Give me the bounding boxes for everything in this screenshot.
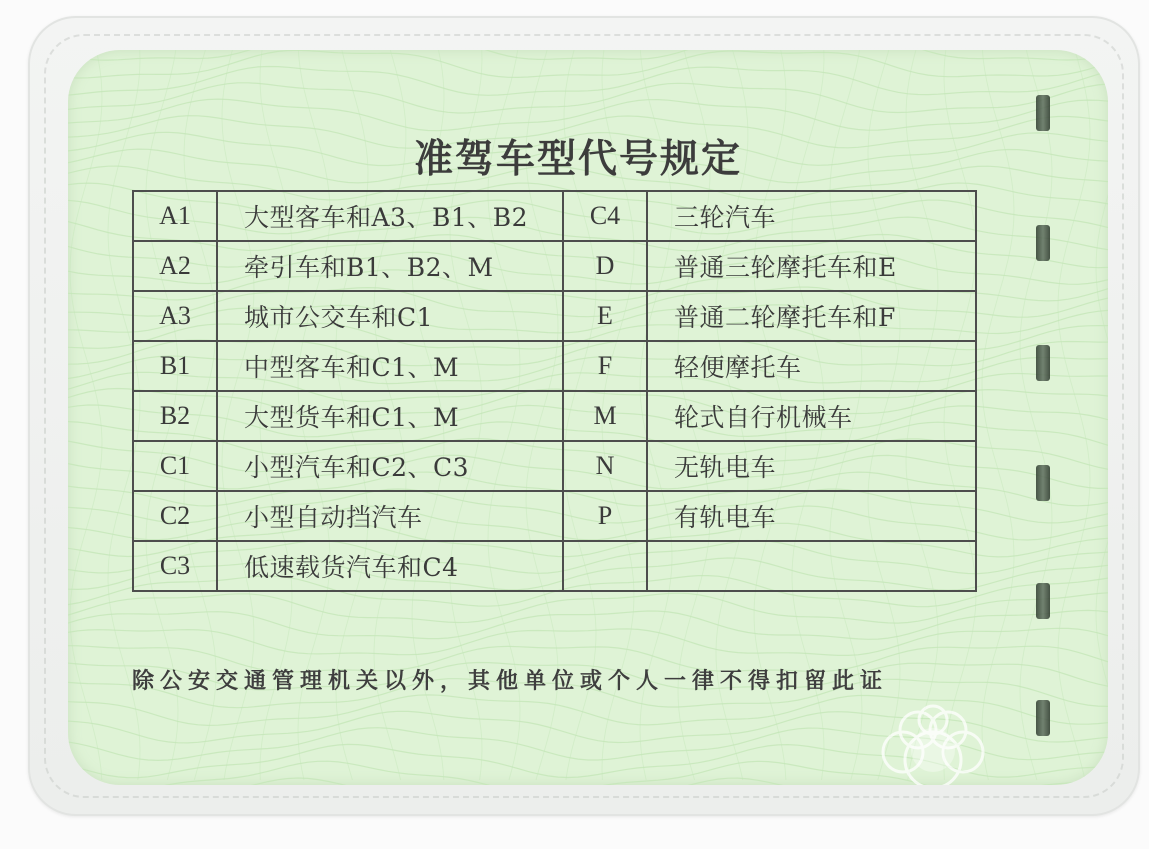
class-description: 有轨电车: [647, 491, 976, 541]
class-code: F: [563, 341, 647, 391]
class-description: 普通三轮摩托车和E: [647, 241, 976, 291]
class-description: 城市公交车和C1: [217, 291, 563, 341]
class-description: 中型客车和C1、M: [217, 341, 563, 391]
class-code: E: [563, 291, 647, 341]
guilloche-line: [68, 628, 1108, 655]
security-strip-mark: [1036, 225, 1050, 261]
class-description: 低速载货汽车和C4: [217, 541, 563, 591]
class-code: A1: [133, 191, 217, 241]
guilloche-line: [68, 50, 1108, 60]
class-code: C4: [563, 191, 647, 241]
table-row: [133, 491, 976, 541]
security-strip-mark: [1036, 95, 1050, 131]
security-strip-mark: [1036, 583, 1050, 619]
table-row: [133, 191, 976, 241]
security-strip-mark: [1036, 700, 1050, 736]
class-code: B1: [133, 341, 217, 391]
class-code: D: [563, 241, 647, 291]
class-code: C3: [133, 541, 217, 591]
security-strip-mark: [1036, 345, 1050, 381]
vehicle-class-table: [132, 190, 977, 592]
class-code: [563, 541, 647, 591]
table-row: [133, 291, 976, 341]
class-description: [647, 541, 976, 591]
class-description: 牵引车和B1、B2、M: [217, 241, 563, 291]
class-description: 大型客车和A3、B1、B2: [217, 191, 563, 241]
license-card-back: [68, 50, 1108, 785]
class-description: 三轮汽车: [647, 191, 976, 241]
guilloche-line: [68, 610, 1108, 639]
guilloche-line: [1096, 50, 1108, 780]
class-code: C1: [133, 441, 217, 491]
class-description: 轮式自行机械车: [647, 391, 976, 441]
class-code: C2: [133, 491, 217, 541]
emblem-watermark: [858, 690, 1008, 785]
table-row: [133, 241, 976, 291]
security-strip-mark: [1036, 465, 1050, 501]
class-description: 小型汽车和C2、C3: [217, 441, 563, 491]
class-description: 轻便摩托车: [647, 341, 976, 391]
class-description: 大型货车和C1、M: [217, 391, 563, 441]
table-row: [133, 391, 976, 441]
class-code: P: [563, 491, 647, 541]
class-code: B2: [133, 391, 217, 441]
guilloche-line: [68, 593, 1108, 623]
table-row: [133, 441, 976, 491]
retention-notice: 除公安交通管理机关以外，其他单位或个人一律不得扣留此证: [132, 669, 889, 694]
table-row: [133, 541, 976, 591]
class-description: 无轨电车: [647, 441, 976, 491]
class-code: N: [563, 441, 647, 491]
class-code: A2: [133, 241, 217, 291]
card-title: 准驾车型代号规定: [413, 137, 742, 182]
table-row: [133, 341, 976, 391]
class-code: M: [563, 391, 647, 441]
class-code: A3: [133, 291, 217, 341]
class-description: 小型自动挡汽车: [217, 491, 563, 541]
class-description: 普通二轮摩托车和F: [647, 291, 976, 341]
